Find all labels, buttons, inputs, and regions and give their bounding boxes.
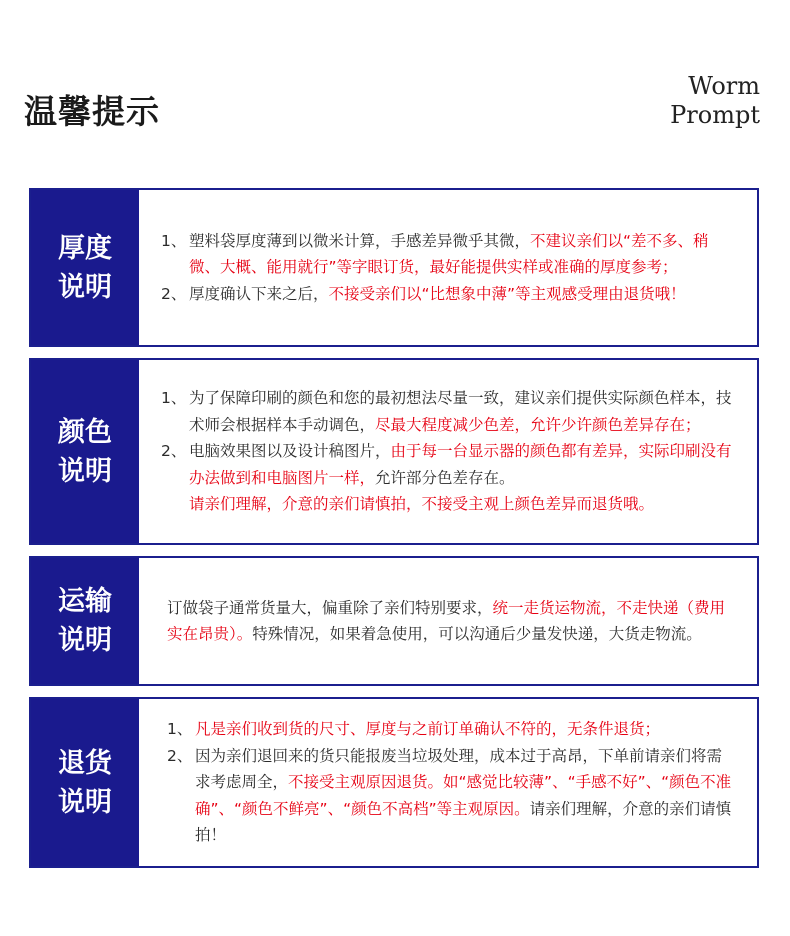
text-segment: 请亲们理解，介意的亲们请慎拍！: [195, 799, 732, 845]
item-number: 2、: [161, 442, 187, 461]
item-number: 1、: [161, 389, 187, 408]
list-item: [167, 716, 735, 743]
item-text: [195, 716, 735, 743]
item-number: 2、: [167, 746, 193, 765]
item-number: 1、: [167, 720, 193, 739]
section-body: [139, 699, 757, 866]
text-segment: 允许部分色差存在。: [375, 468, 515, 487]
section-body: [139, 558, 757, 684]
list-item: [161, 228, 735, 281]
thickness-section: [29, 188, 759, 347]
section-label-line-1: 退货: [58, 747, 112, 779]
section-label-line-1: 运输: [58, 586, 112, 617]
english-title: [670, 72, 760, 130]
section-label: [31, 360, 139, 543]
section-label-line-2: 说明: [58, 786, 112, 818]
list-item: [161, 438, 735, 518]
item-text: [189, 228, 735, 281]
text-segment: 为了保障印刷的颜色和您的最初想法尽量一致，建议亲们提供实际颜色样本，技术师会根据样本手动调色，: [189, 389, 732, 434]
color-section: [29, 358, 759, 545]
return-section: [29, 697, 759, 868]
highlight-segment: 凡是亲们收到货的尺寸、厚度与之前订单确认不符的，无条件退货；: [195, 720, 661, 739]
list-item: [167, 595, 735, 648]
list-item: [161, 281, 735, 308]
item-text: [195, 743, 735, 849]
highlight-segment: 不建议亲们以“差不多、稍微、大概、能用就行”等字眼订货，最好能提供实样或准确的厚度参考；: [189, 231, 709, 277]
text-segment: 厚度确认下来之后，: [189, 284, 329, 303]
list-item: [167, 743, 735, 849]
highlight-segment: 尽最大程度减少色差，允许少许颜色差异存在；: [375, 415, 701, 434]
item-number: 2、: [161, 284, 187, 303]
section-label: [31, 190, 139, 345]
section-body: [139, 360, 757, 543]
text-segment: 塑料袋厚度薄到以微米计算，手感差异微乎其微，: [189, 231, 531, 250]
text-segment: 电脑效果图以及设计稿图片，: [189, 442, 391, 461]
highlight-segment: 不接受亲们以“比想象中薄”等主观感受理由退货哦！: [328, 284, 686, 303]
page-title: 温馨提示: [24, 92, 160, 131]
highlight-segment: 不接受主观原因退货。如“感觉比较薄”、“手感不好”、“颜色不准确”、“颜色不鲜亮”、“颜色不高档”等主观原因。: [195, 773, 732, 818]
section-label: [31, 558, 139, 684]
highlight-segment: 统一走货运物流，不走快递（费用实在昂贵）。: [167, 598, 726, 643]
highlight-segment: 由于每一台显示器的颜色都有差异，实际印刷没有办法做到和电脑图片一样，: [189, 442, 732, 487]
item-text: [189, 385, 735, 438]
section-label-line-2: 说明: [58, 625, 112, 656]
item-text: [189, 281, 735, 308]
item-text: [167, 595, 735, 648]
text-segment: 订做袋子通常货量大，偏重除了亲们特别要求，: [167, 598, 493, 617]
section-label-line-1: 颜色: [58, 416, 112, 448]
section-label-line-2: 说明: [58, 455, 112, 487]
english-title-line-1: Worm: [688, 72, 760, 100]
english-title-line-2: Prompt: [670, 101, 760, 129]
text-segment: 特殊情况，如果着急使用，可以沟通后少量发快递，大货走物流。: [252, 625, 702, 643]
text-segment: 因为亲们退回来的货只能报废当垃圾处理，成本过于高昂，下单前请亲们将需求考虑周全，: [195, 746, 723, 792]
section-body: [139, 190, 757, 345]
shipping-section: [29, 556, 759, 686]
section-label-line-2: 说明: [58, 271, 112, 303]
highlight-segment: 请亲们理解，介意的亲们请慎拍，不接受主观上颜色差异而退货哦。: [189, 495, 655, 514]
item-text: [189, 438, 735, 518]
item-number: 1、: [161, 231, 187, 250]
section-label: [31, 699, 139, 866]
list-item: [161, 385, 735, 438]
section-label-line-1: 厚度: [58, 232, 112, 264]
